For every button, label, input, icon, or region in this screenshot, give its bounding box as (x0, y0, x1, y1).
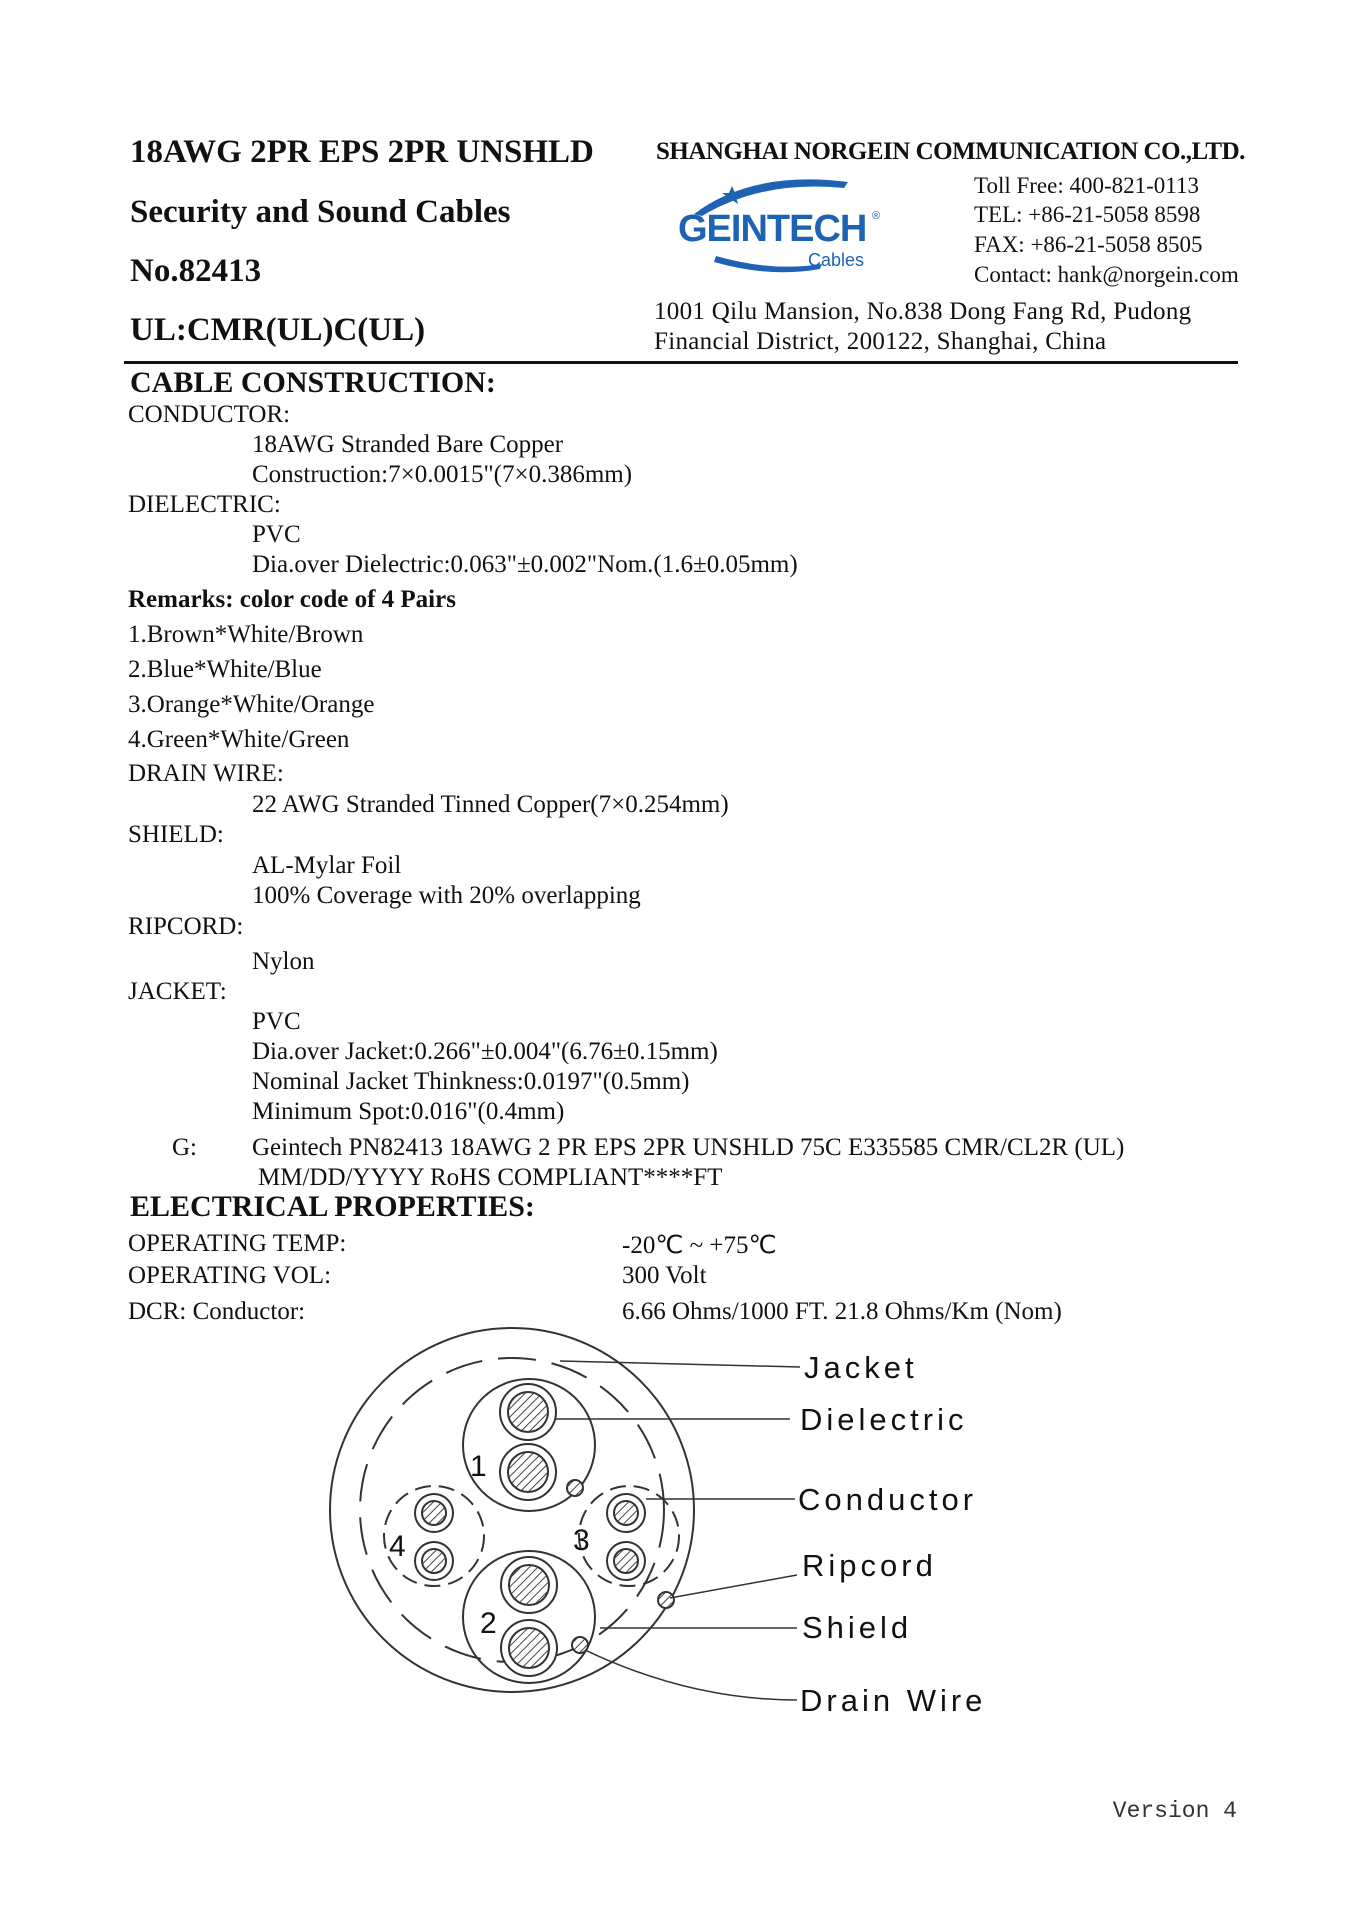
pair-color-item: 3.Orange*White/Orange (128, 691, 375, 718)
product-title: 18AWG 2PR EPS 2PR UNSHLD (130, 134, 594, 170)
electrical-heading: ELECTRICAL PROPERTIES: (130, 1190, 535, 1223)
contact-email[interactable]: Contact: hank@norgein.com (974, 262, 1239, 287)
jacket-label: JACKET: (128, 978, 227, 1005)
jacket-line: PVC (252, 1008, 301, 1035)
conductor-line: 18AWG Stranded Bare Copper (252, 431, 564, 458)
label-dielectric: Dielectric (800, 1402, 968, 1437)
elec-row-label: OPERATING TEMP: (128, 1230, 347, 1257)
logo-brand: GEINTECH (678, 208, 867, 250)
marking-label: G: (172, 1134, 197, 1161)
dielectric-line: Dia.over Dielectric:0.063"±0.002"Nom.(1.6±0.05mm) (252, 551, 798, 578)
contact-fax: FAX: +86-21-5058 8505 (974, 232, 1203, 257)
construction-heading: CABLE CONSTRUCTION: (130, 366, 496, 399)
elec-row-label: OPERATING VOL: (128, 1262, 332, 1289)
label-drain-wire: Drain Wire (800, 1683, 987, 1718)
label-jacket: Jacket (804, 1350, 918, 1385)
marking-line: MM/DD/YYYY RoHS COMPLIANT****FT (258, 1164, 723, 1191)
elec-row-value: 6.66 Ohms/1000 FT. 21.8 Ohms/Km (Nom) (622, 1298, 1062, 1325)
label-shield: Shield (802, 1610, 913, 1645)
jacket-line: Minimum Spot:0.016"(0.4mm) (252, 1098, 565, 1125)
ripcord-line: Nylon (252, 948, 315, 975)
remarks-label: Remarks: color code of 4 Pairs (128, 586, 456, 613)
logo-registered: ® (872, 210, 881, 222)
elec-row-value: 300 Volt (622, 1262, 707, 1289)
logo-sub: Cables (808, 250, 865, 270)
address-line-2: Financial District, 200122, Shanghai, China (654, 328, 1107, 355)
product-subtitle: Security and Sound Cables (130, 194, 511, 230)
product-rating: UL:CMR(UL)C(UL) (130, 312, 426, 348)
elec-row-value: -20℃ ~ +75℃ (622, 1232, 777, 1259)
dielectric-line: PVC (252, 521, 301, 548)
company-name: SHANGHAI NORGEIN COMMUNICATION CO.,LTD. (656, 138, 1245, 165)
ripcord-label: RIPCORD: (128, 913, 244, 940)
shield-line: AL-Mylar Foil (252, 852, 402, 879)
dielectric-label: DIELECTRIC: (128, 491, 281, 518)
pair-number: 1 (470, 1450, 487, 1483)
label-ripcord: Ripcord (802, 1548, 937, 1583)
label-conductor: Conductor (798, 1482, 978, 1517)
conductor-line: Construction:7×0.0015"(7×0.386mm) (252, 461, 633, 488)
version-label: Version 4 (1112, 1798, 1237, 1824)
shield-line: 100% Coverage with 20% overlapping (252, 882, 641, 909)
product-number: No.82413 (130, 253, 262, 289)
pair-number: 4 (389, 1530, 406, 1563)
pair-color-item: 2.Blue*White/Blue (128, 656, 322, 683)
pair-number: 3 (573, 1524, 590, 1557)
jacket-line: Dia.over Jacket:0.266"±0.004"(6.76±0.15mm) (252, 1038, 718, 1065)
pair-color-item: 4.Green*White/Green (128, 726, 350, 753)
contact-tel: TEL: +86-21-5058 8598 (974, 202, 1201, 227)
drain-label: DRAIN WIRE: (128, 760, 284, 787)
elec-row-label: DCR: Conductor: (128, 1298, 306, 1325)
pair-color-item: 1.Brown*White/Brown (128, 621, 364, 648)
drain-line: 22 AWG Stranded Tinned Copper(7×0.254mm) (252, 791, 729, 818)
shield-label: SHIELD: (128, 821, 224, 848)
pair-number: 2 (480, 1607, 497, 1640)
marking-line: Geintech PN82413 18AWG 2 PR EPS 2PR UNSHLD 75C E335585 CMR/CL2R (UL) (252, 1134, 1125, 1161)
address-line-1: 1001 Qilu Mansion, No.838 Dong Fang Rd, Pudong (654, 298, 1192, 325)
conductor-label: CONDUCTOR: (128, 401, 291, 428)
jacket-line: Nominal Jacket Thinkness:0.0197"(0.5mm) (252, 1068, 690, 1095)
contact-tollfree: Toll Free: 400-821-0113 (974, 173, 1199, 198)
